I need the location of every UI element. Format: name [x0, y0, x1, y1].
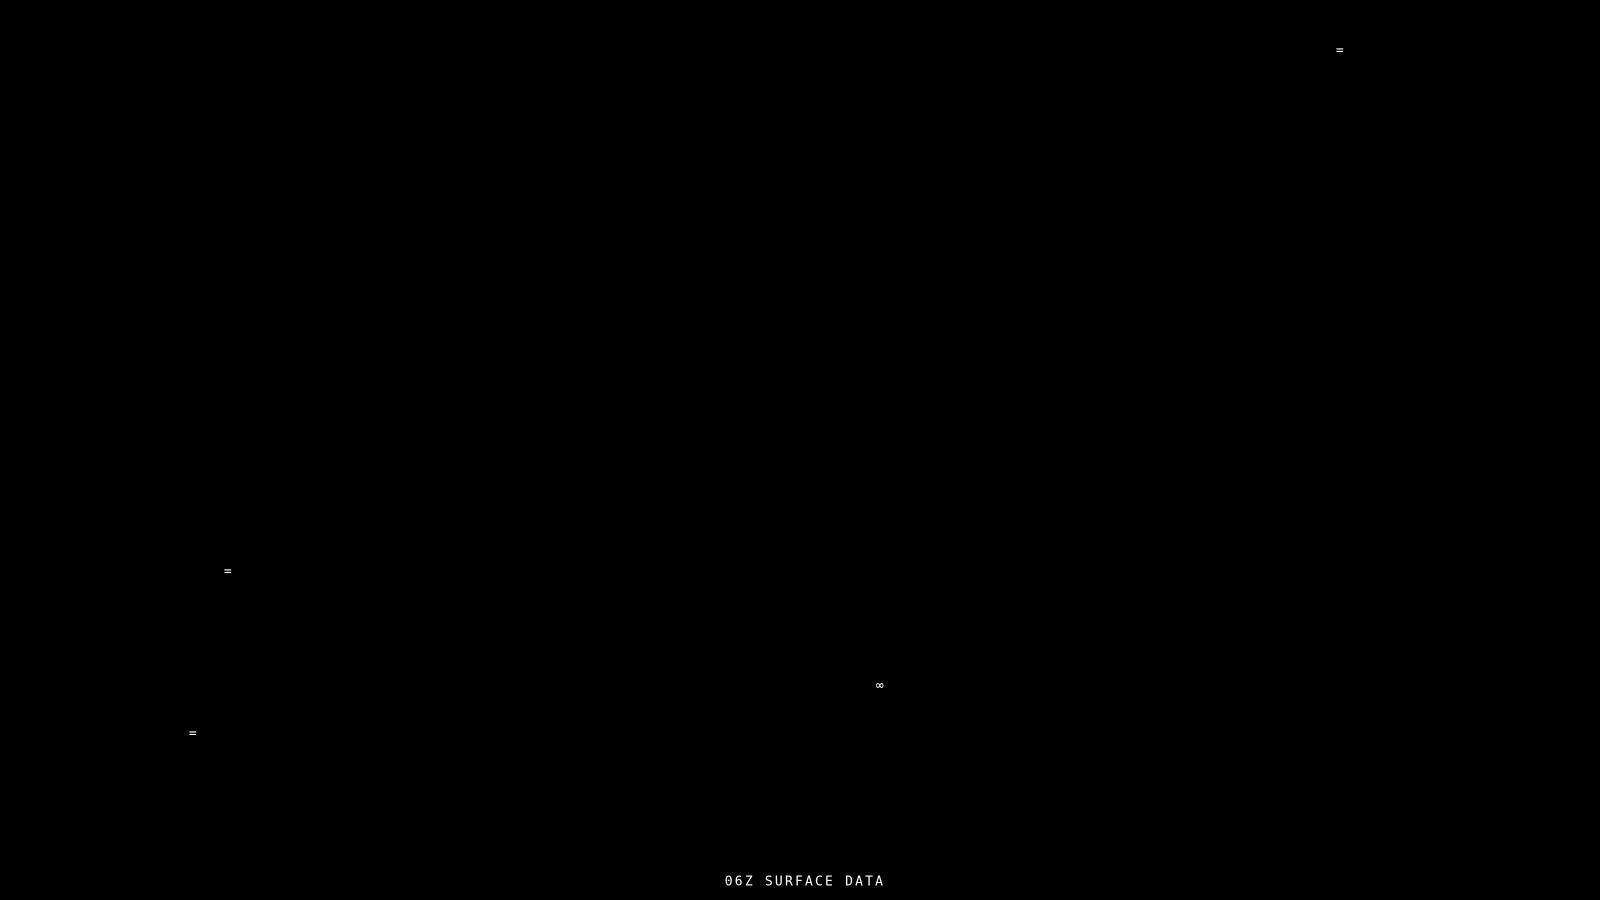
map-caption: 06Z SURFACE DATA: [724, 874, 886, 890]
station-symbol-3: ∞: [875, 678, 885, 694]
station-symbol-4: =: [188, 726, 198, 742]
station-symbol-1: =: [1335, 43, 1345, 59]
station-symbol-2: =: [223, 564, 233, 580]
